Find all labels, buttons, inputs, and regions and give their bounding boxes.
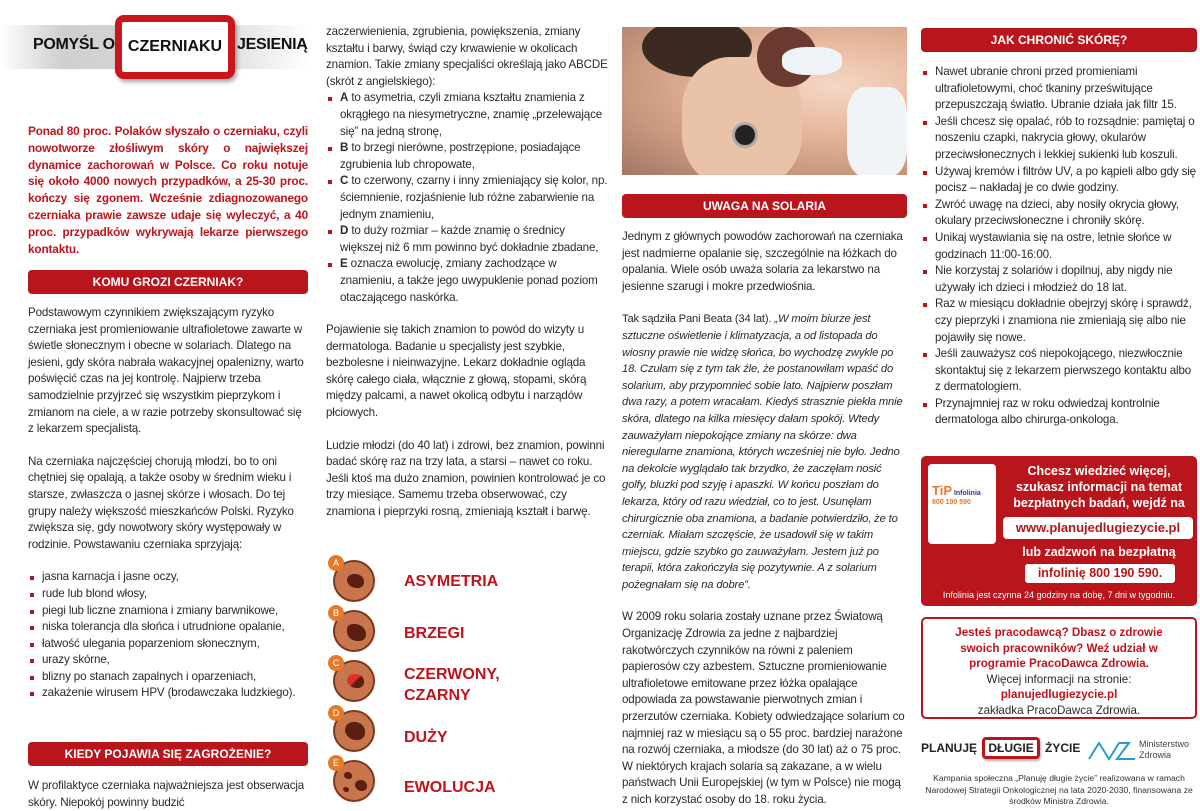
title-part2: JESIENIĄ [237,36,308,53]
info-call: lub zadzwoń na bezpłatną [1022,545,1176,559]
info-question: Chcesz wiedzieć więcej, szukasz informacji na temat bezpłatnych badań, wejdź na [1013,464,1185,510]
list-item: niska tolerancja dla słońca i utrudnione opalanie, [28,619,308,636]
list-item: blizny po stanach zapalnych i oparzeniach, [28,669,308,686]
solaria-paragraph-3: W 2009 roku solaria zostały uznane przez Światową Organizację Zdrowia za jedne z najbardziej rakotwórczych czynników na równi z paleniem papierosów czy azbestem. Sztuczne promieniowanie ultrafioletowe emitowane przez łóżka opalające odpowiada za powstawanie pierwotnych zmian i przerzutów czerniaka. Kobiety odwiedzające solarium co najmniej raz w miesiącu są o 55 proc. bardziej narażone na rozwój czerniaka, a młodsze (do 30 lat) aż o 75 proc. W niektórych krajach solaria są zakazane, a w wielu państwach Unii Europejskiej (w tym w Polsce) nie mogą z nich korzystać osoby do 18. roku życia. [622,610,905,806]
protection-list [921,64,1197,429]
employer-more: Więcej informacji na stronie: [986,672,1132,686]
badge: C [328,655,344,671]
kiedy-paragraph-1: W profilaktyce czerniaka najważniejsza jest obserwacja skóry. Niepokój powinny budzić [28,779,305,809]
abcde-label: ASYMETRIA [404,573,499,590]
abcde-label: CZERWONY, CZARNY [404,666,500,704]
abcde-item-e: E oznacza ewolucję, zmiany zachodzące w znamieniu, a także jego uwypuklenie ponad poziom otaczającego naskórka. [326,256,608,306]
kiedy-paragraph-3: Ludzie młodzi (do 40 lat) i zdrowi, bez znamion, powinni badać skórę raz na trzy lata, a starsi – nawet co roku. Jeśli ktoś ma dużo znamion, powinien kontrolować je co trzy miesiące. Samemu trzeba obserwować, czy znamiona i pieprzyki rosną, zmieniają kształt i barwę. [326,438,606,519]
komu-paragraph-2: Na czerniaka najczęściej chorują młodzi, bo to oni chętniej się opalają, a także osoby w średnim wieku i starsze, zwłaszcza o jasnej skórze i włosach. Do tej grupy należy większość mieszkańców Polski. Ryzyko zwiększa się, gdy nowotwory skóry występowały w rodzinie. Powstawaniu czerniaka sprzyjają: [28,454,294,551]
list-item: Jeśli zauważysz coś niepokojącego, niezwłocznie skontaktuj się z lekarzem pierwszego kontaktu albo z dermatologiem. [921,346,1197,396]
komu-paragraph-1: Podstawowym czynnikiem zwiększającym ryzyko czerniaka jest promieniowanie ultrafioletowe zawarte w świetle słonecznym i obecne w solariach. Dlatego na jesieni, gdy skóra nabrała wakacyjnej opalenizny, warto poświęcić czas na jej kontrolę. Najpierw trzeba samodzielnie przyjrzeć się wszystkim pieprzykom i zmianom na ciele, a w razie potrzeby skonsultować się z lekarzem specjalistą. [28,306,304,436]
abcde-icon-row [330,555,590,605]
list-item: Raz w miesiącu dokładnie obejrzyj skórę i sprawdź, czy pieprzyki i znamiona nie zmieniają się albo nie pojawiły się nowe. [921,296,1197,346]
abcde-list [326,90,608,306]
list-item: zakażenie wirusem HPV (brodawczaka ludzkiego). [28,685,308,702]
section-header-chronic: JAK CHRONIĆ SKÓRĘ? [921,28,1197,52]
info-hours: Infolinia jest czynna 24 godziny na dobę, 7 dni w tygodniu. [942,590,1176,600]
list-item: Nawet ubranie chroni przed promieniami ultrafioletowymi, choć tkaniny prześwitujące przepuszczają światło. Ubranie działa jak filtr 15. [921,64,1197,114]
info-phone: infolinię 800 190 590. [1025,564,1175,583]
list-item: piegi lub liczne znamiona i zmiany barwnikowe, [28,603,308,620]
list-item: Nie korzystaj z solariów i dopilnuj, aby nigdy nie używały ich dzieci i młodzież do 18 lat. [921,263,1197,296]
planuje-dlugie-zycie-logo: PLANUJĘ DŁUGIE ŻYCIE [921,737,1080,759]
kiedy-paragraph-2: Pojawienie się takich znamion to powód do wizyty u dermatologa. Badanie u specjalisty jest szybkie, bezbolesne i nieinwazyjne. Lekarz dokładnie ogląda skórę całego ciała, włącznie z głową, stopami, skórą między palcami, a nawet okolicą odbytu i narządów płciowych. [326,323,587,420]
section-header-komu: KOMU GROZI CZERNIAK? [28,270,308,294]
list-item: rude lub blond włosy, [28,586,308,603]
badge: E [328,755,344,771]
abcde-item-b: B to brzegi nierówne, postrzępione, posiadające zgrubienia lub chropowate, [326,140,608,173]
employer-url-link[interactable]: planujedlugiezycie.pl [1000,688,1118,701]
employer-heading: Jesteś pracodawcą? Dbasz o zdrowie swoich pracowników? Weź udział w programie PracoDawca Zdrowia. [955,626,1163,670]
ministerstwo-zdrowia-logo: Ministerstwo Zdrowia [1087,737,1197,767]
list-item: łatwość ulegania poparzeniom słonecznym, [28,636,308,653]
list-item: Używaj kremów i filtrów UV, a po kąpieli albo gdy się pocisz – nakładaj je co dwie godziny. [921,164,1197,197]
abcde-item-c: C to czerwony, czarny i inny zmieniający się kolor, np. ściemnienie, rozjaśnienie lub różne zabarwienie na jednym znamieniu, [326,173,608,223]
solaria-paragraph-2: Tak sądziła Pani Beata (34 lat). „W moim biurze jest sztuczne oświetlenie i klimatyzacja, a od listopada do wiosny prawie nie widzę słońca, bo wychodzę zwykle po 18. Czułam się z tym tak źle, że postanowiłam wpaść do solarium, aby przypomnieć sobie lato. Najpierw poszłam dwa razy, a potem wracałam. Kiedyś strasznie piekła mnie skóra, dlatego na kilka miesięcy dałam spokój. Wtedy zauważyłam niepokojące zmiany na skórze: dwa nieregularne znamiona, których wcześniej nie było. Jedno na dekolcie wyglądało tak brzydko, że zaczęłam nosić golfy, bluzki pod szyję i apaszki. W końcu poszłam do lekarza, który od razu wiedział, co to jest. Usunęłam chirurgicznie oba znamiona, a badanie potwierdziło, że to czerniak. Miałam szczęście, że usadowił się w takim miejscu, gdzie szybko go zauważyłam. Jestem już po terapii, która zakończyła się pozytywnie. A z solarium pożegnałam się na dobre”. [622,313,903,591]
section-header-kiedy: KIEDY POJAWIA SIĘ ZAGROŻENIE? [28,742,308,766]
abcde-icon-row [330,705,590,755]
employer-tab: zakładka PracoDawca Zdrowia. [977,703,1141,717]
kiedy-paragraph-1-continued: zaczerwienienia, zgrubienia, powiększenia, zmiany kształtu i barwy, świąd czy krwawienie w okolicach znamion. Takie zmiany specjaliści określają jako ABCDE (skrót z angielskiego): [326,25,608,88]
abcde-label: BRZEGI [404,625,465,642]
employer-box [921,617,1197,719]
list-item: Zwróć uwagę na dzieci, aby nosiły okrycia głowy, okulary przeciwsłoneczne i chroniły skórę. [921,197,1197,230]
list-item: Przynajmniej raz w roku odwiedzaj kontrolnie dermatologa albo chirurga-onkologa. [921,396,1197,429]
list-item: urazy skórne, [28,652,308,669]
dermatologist-photo [622,27,907,175]
badge: B [328,605,344,621]
abcde-label: EWOLUCJA [404,779,496,796]
info-box [921,456,1197,606]
campaign-footer: Kampania społeczna „Planuję długie życie” realizowana w ramach Narodowej Strategii Onkologicznej na lata 2020-2030, finansowana ze środków Ministra Zdrowia. [925,773,1193,806]
abcde-icon-row [330,755,590,805]
solaria-paragraph-1: Jednym z głównych powodów zachorowań na czerniaka jest nadmierne opalanie się, szczególnie na łóżkach do opalania. Wiele osób uważa solaria za lekarstwo na jesienne szarugi i mokre przedwiośnia. [622,230,903,293]
risk-list [28,569,308,702]
title-part1: POMYŚL O [33,36,115,53]
list-item: jasna karnacja i jasne oczy, [28,569,308,586]
badge: A [328,555,344,571]
abcde-item-a: A to asymetria, czyli zmiana kształtu znamienia z okrągłego na niesymetryczne, znamię „przelewające się” na jedną stronę, [326,90,608,140]
list-item: Unikaj wystawiania się na ostre, letnie słońce w godzinach 11:00-16:00. [921,230,1197,263]
title-boxed: CZERNIAKU [115,15,235,79]
mz-wave-icon [1087,739,1137,763]
section-header-solaria: UWAGA NA SOLARIA [622,194,907,218]
abcde-label: DUŻY [404,729,448,746]
abcde-item-d: D to duży rozmiar – każde znamię o średnicy większej niż 6 mm powinno być dokładnie zbadane, [326,223,608,256]
list-item: Jeśli chcesz się opalać, rób to rozsądnie: pamiętaj o noszeniu czapki, nakrycia głowy, okularów przeciwsłonecznych i lekkiej sukienki lub koszuli. [921,114,1197,164]
badge: D [328,705,344,721]
intro-text: Ponad 80 proc. Polaków słyszało o czerniaku, czyli nowotworze złośliwym skóry o największej dynamice zachorowań w Polsce. Co roku notuje się około 4000 nowych przypadków, a 25-30 proc. kończy się zgonem. Wcześnie zdiagnozowanego czerniaka prawie zawsze udaje się wyleczyć, a 40 proc. przypadków wykrywają lekarze pierwszego kontaktu. [28,124,308,256]
abcde-icon-row [330,605,590,655]
info-url-link[interactable]: www.planujedlugiezycie.pl [1003,517,1193,539]
tip-logo: TiP Infolinia 800 190 590 [928,464,996,544]
